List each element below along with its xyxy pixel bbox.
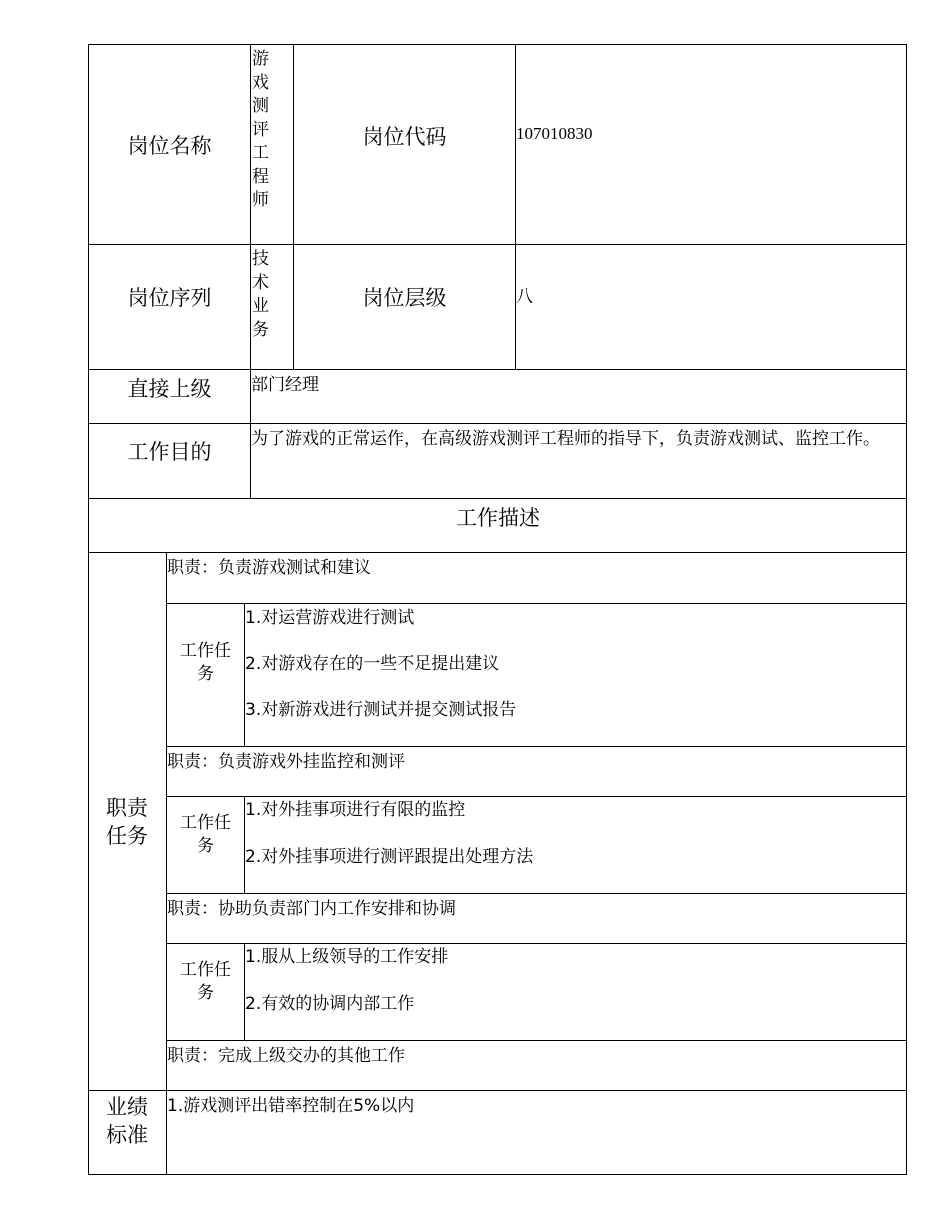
purpose-value: 为了游戏的正常运作，在高级游戏测评工程师的指导下，负责游戏测试、监控工作。 (251, 429, 880, 449)
duties-section-label: 职责任务 (106, 795, 148, 848)
task-item: 2.对外挂事项进行测评跟提出处理方法 (245, 847, 534, 867)
duty-title: 职责：负责游戏测试和建议 (167, 558, 371, 578)
task-item: 1.服从上级领导的工作安排 (245, 947, 449, 967)
position-name-label: 岗位名称 (127, 133, 212, 158)
description-title: 工作描述 (456, 506, 540, 530)
position-code-label: 岗位代码 (362, 125, 447, 149)
level-label: 岗位层级 (362, 285, 447, 310)
task-item: 1.对外挂事项进行有限的监控 (245, 800, 466, 820)
sequence-label: 岗位序列 (127, 285, 212, 310)
performance-item: 1.游戏测评出错率控制在5%以内 (167, 1096, 415, 1116)
task-item: 2.对游戏存在的一些不足提出建议 (245, 654, 500, 674)
position-code-value: 107010830 (516, 124, 593, 143)
task-label: 工作任务 (180, 641, 231, 684)
task-item: 2.有效的协调内部工作 (245, 994, 415, 1014)
superior-label: 直接上级 (127, 377, 212, 401)
task-label: 工作任务 (180, 959, 231, 1003)
level-value: 八 (516, 287, 533, 307)
duty-title: 职责：协助负责部门内工作安排和协调 (167, 899, 456, 919)
sequence-value: 技术业务 (252, 249, 269, 340)
position-name-value: 游戏测评工程师 (252, 49, 269, 210)
duty-title: 职责：负责游戏外挂监控和测评 (167, 752, 405, 772)
task-item: 3.对新游戏进行测试并提交测试报告 (245, 700, 517, 720)
task-label: 工作任务 (180, 812, 231, 856)
duty-title: 职责：完成上级交办的其他工作 (167, 1046, 405, 1066)
task-item: 1.对运营游戏进行测试 (245, 608, 415, 628)
performance-label: 业绩标准 (106, 1095, 148, 1147)
purpose-label: 工作目的 (127, 440, 212, 464)
superior-value: 部门经理 (251, 375, 319, 395)
